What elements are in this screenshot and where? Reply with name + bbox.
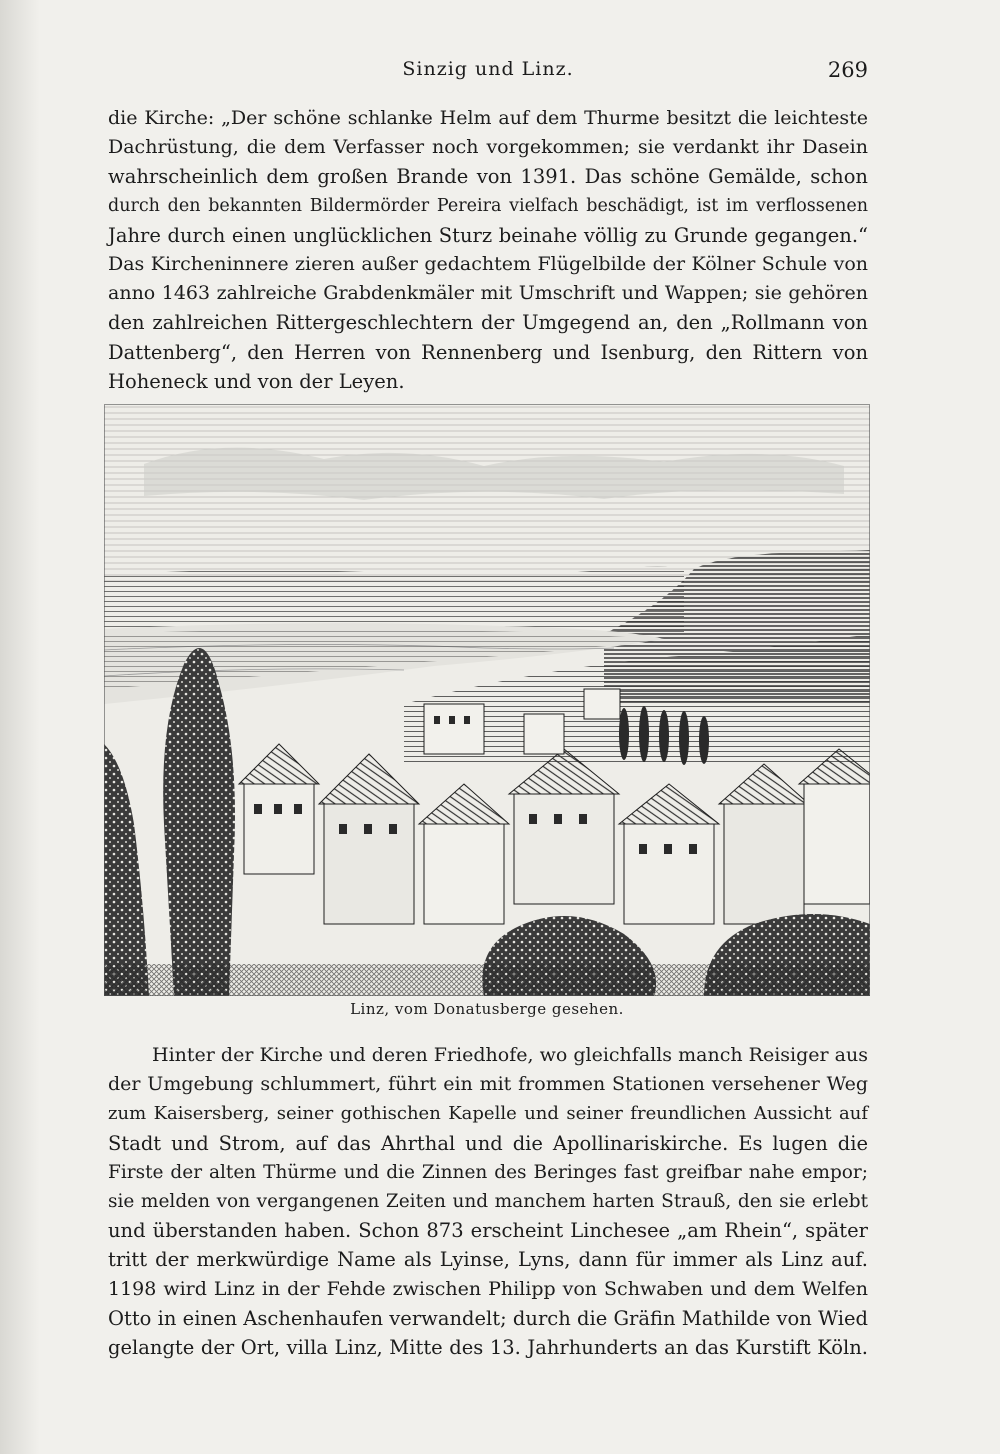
text-line: Hinter der Kirche und deren Friedhofe, wo gleichfalls manch Reisiger aus <box>152 1044 868 1066</box>
paragraph-kaisersberg <box>108 1041 868 1362</box>
text-line: Das Kircheninnere zieren außer gedachtem Flügelbilde der Kölner Schule von <box>108 252 868 275</box>
text-line: wahrscheinlich dem großen Brande von 1391. Das schöne Gemälde, schon <box>108 165 868 189</box>
paragraph-church <box>108 104 868 396</box>
page-gutter-shadow <box>0 0 40 1454</box>
text-line: Firste der alten Thürme und die Zinnen des Beringes fast greifbar nahe empor; <box>108 1161 868 1183</box>
text-line: 1198 wird Linz in der Fehde zwischen Philipp von Schwaben und dem Welfen <box>108 1277 868 1300</box>
text-line: die Kirche: „Der schöne schlanke Helm auf dem Thurme besitzt die leichteste <box>108 107 868 129</box>
running-header <box>108 58 868 86</box>
text-line: Jahre durch einen unglücklichen Sturz beinahe völlig zu Grunde gegangen.“ <box>108 223 868 247</box>
text-line: gelangte der Ort, villa Linz, Mitte des 13. Jahrhunderts an das Kurstift Köln. <box>108 1335 868 1359</box>
figure-caption: Linz, vom Donatusberge gesehen. <box>350 1000 624 1018</box>
text-line: durch den bekannten Bildermörder Pereira vielfach beschädigt, ist im verflossenen <box>108 195 868 216</box>
text-line: sie melden von vergangenen Zeiten und manchem harten Strauß, den sie erlebt <box>108 1190 868 1212</box>
text-line: anno 1463 zahlreiche Grabdenkmäler mit Umschrift und Wappen; sie gehören <box>108 282 868 305</box>
page-number: 269 <box>827 58 868 82</box>
running-title: Sinzig und Linz. <box>402 58 574 80</box>
text-line: Stadt und Strom, auf das Ahrthal und die Apollinariskirche. Es lugen die <box>108 1131 868 1155</box>
text-line: Otto in einen Aschenhaufen verwandelt; durch die Gräfin Mathilde von Wied <box>108 1306 868 1330</box>
text-line: und überstanden haben. Schon 873 erscheint Lincheseе „am Rhein“, später <box>108 1219 868 1243</box>
text-line: Dachrüstung, die dem Verfasser noch vorgekommen; sie verdankt ihr Dasein <box>108 136 868 159</box>
engraving-illustration <box>104 404 870 996</box>
text-line: Dattenberg“, den Herren von Rennenberg und Isenburg, den Rittern von <box>108 340 868 364</box>
text-line: zum Kaisersberg, seiner gothischen Kapelle und seiner freundlichen Aussicht auf <box>108 1103 868 1125</box>
text-line: Hoheneck und von der Leyen. <box>108 369 405 393</box>
text-line: tritt der merkwürdige Name als Lyinse, Lyns, dann für immer als Linz auf. <box>108 1248 868 1272</box>
text-line: den zahlreichen Rittergeschlechtern der Umgegend an, den „Rollmann von <box>108 311 868 335</box>
text-line: der Umgebung schlummert, führt ein mit frommen Stationen versehener Weg <box>108 1073 868 1096</box>
